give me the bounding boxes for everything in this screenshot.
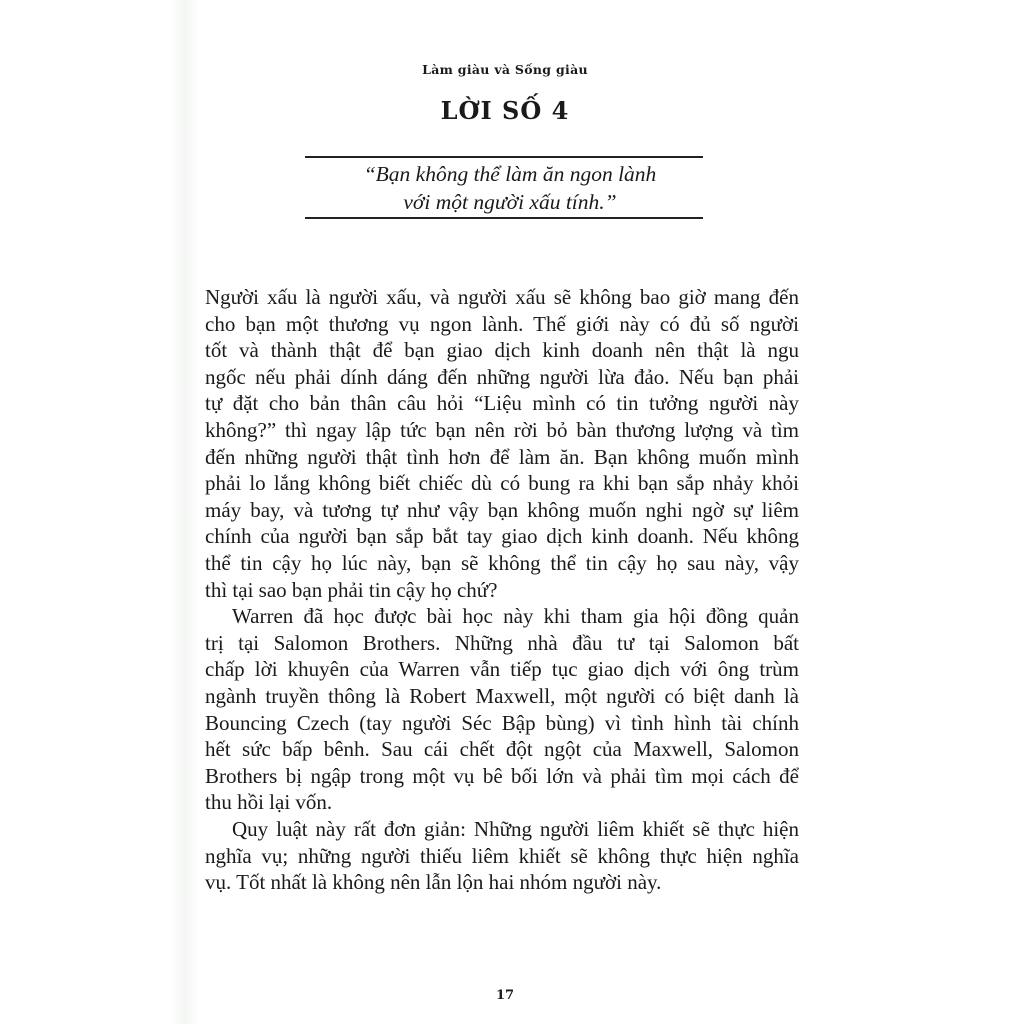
body-line: Bouncing Czech (tay người Séc Bập bùng) vì tình hình tài chính: [205, 710, 799, 735]
epigraph-line-1: “Bạn không thể làm ăn ngon lành: [363, 162, 657, 186]
body-line: đến những người thật tình hơn để làm ăn. Bạn không muốn mình: [205, 444, 799, 469]
body-line: không?” thì ngay lập tức bạn nên rời bỏ bàn thương lượng và tìm: [205, 418, 799, 442]
body-line: chấp lời khuyên của Warren vẫn tiếp tục giao dịch với ông trùm: [205, 657, 799, 682]
body-line: trị tại Salomon Brothers. Những nhà đầu tư tại Salomon bất: [205, 630, 799, 655]
body-line: máy bay, và tương tự như vậy bạn không muốn nghi ngờ sự liêm: [205, 497, 799, 522]
body-line: tự đặt cho bản thân câu hỏi “Liệu mình có tin tưởng người này: [205, 391, 799, 416]
body-line: ngốc nếu phải dính dáng đến những người lừa đảo. Nếu bạn phải: [205, 364, 799, 389]
body-line: phải lo lắng không biết chiếc dù có bung ra khi bạn sắp nhảy khỏi: [205, 471, 799, 496]
epigraph-top-rule: [305, 156, 703, 158]
epigraph-line-2: với một người xấu tính.”: [403, 190, 617, 214]
body-line: thu hồi lại vốn.: [205, 790, 333, 815]
body-line: chính của người bạn sắp bắt tay giao dịch kinh doanh. Nếu không: [205, 524, 799, 549]
running-header: Làm giàu và Sống giàu: [422, 62, 588, 77]
epigraph-bottom-rule: [305, 217, 703, 219]
page-number: 17: [495, 988, 515, 1003]
page-edge-shadow: [0, 0, 200, 1024]
body-line: thể tin cậy họ lúc này, bạn sẽ không thể tin cậy họ sau này, vậy: [205, 551, 799, 575]
body-line: Warren đã học được bài học này khi tham gia hội đồng quản: [232, 604, 799, 629]
body-line: cho bạn một thương vụ ngon lành. Thế giới này có đủ số người: [205, 311, 799, 336]
body-line: ngành truyền thông là Robert Maxwell, một người có biệt danh là: [205, 684, 799, 708]
body-line: vụ. Tốt nhất là không nên lẫn lộn hai nhóm người này.: [205, 870, 662, 895]
body-line: hết sức bấp bênh. Sau cái chết đột ngột của Maxwell, Salomon: [205, 737, 799, 762]
chapter-title: LỜI SỐ 4: [440, 96, 570, 125]
body-line: tốt và thành thật để bạn giao dịch kinh doanh nên thật là ngu: [205, 338, 799, 363]
body-line: Người xấu là người xấu, và người xấu sẽ không bao giờ mang đến: [205, 285, 799, 309]
body-line: Brothers bị ngập trong một vụ bê bối lớn và phải tìm mọi cách để: [205, 763, 799, 788]
body-line: Quy luật này rất đơn giản: Những người liêm khiết sẽ thực hiện: [232, 817, 799, 841]
body-line: thì tại sao bạn phải tin cậy họ chứ?: [205, 577, 498, 602]
body-line: nghĩa vụ; những người thiếu liêm khiết sẽ không thực hiện nghĩa: [205, 843, 799, 868]
